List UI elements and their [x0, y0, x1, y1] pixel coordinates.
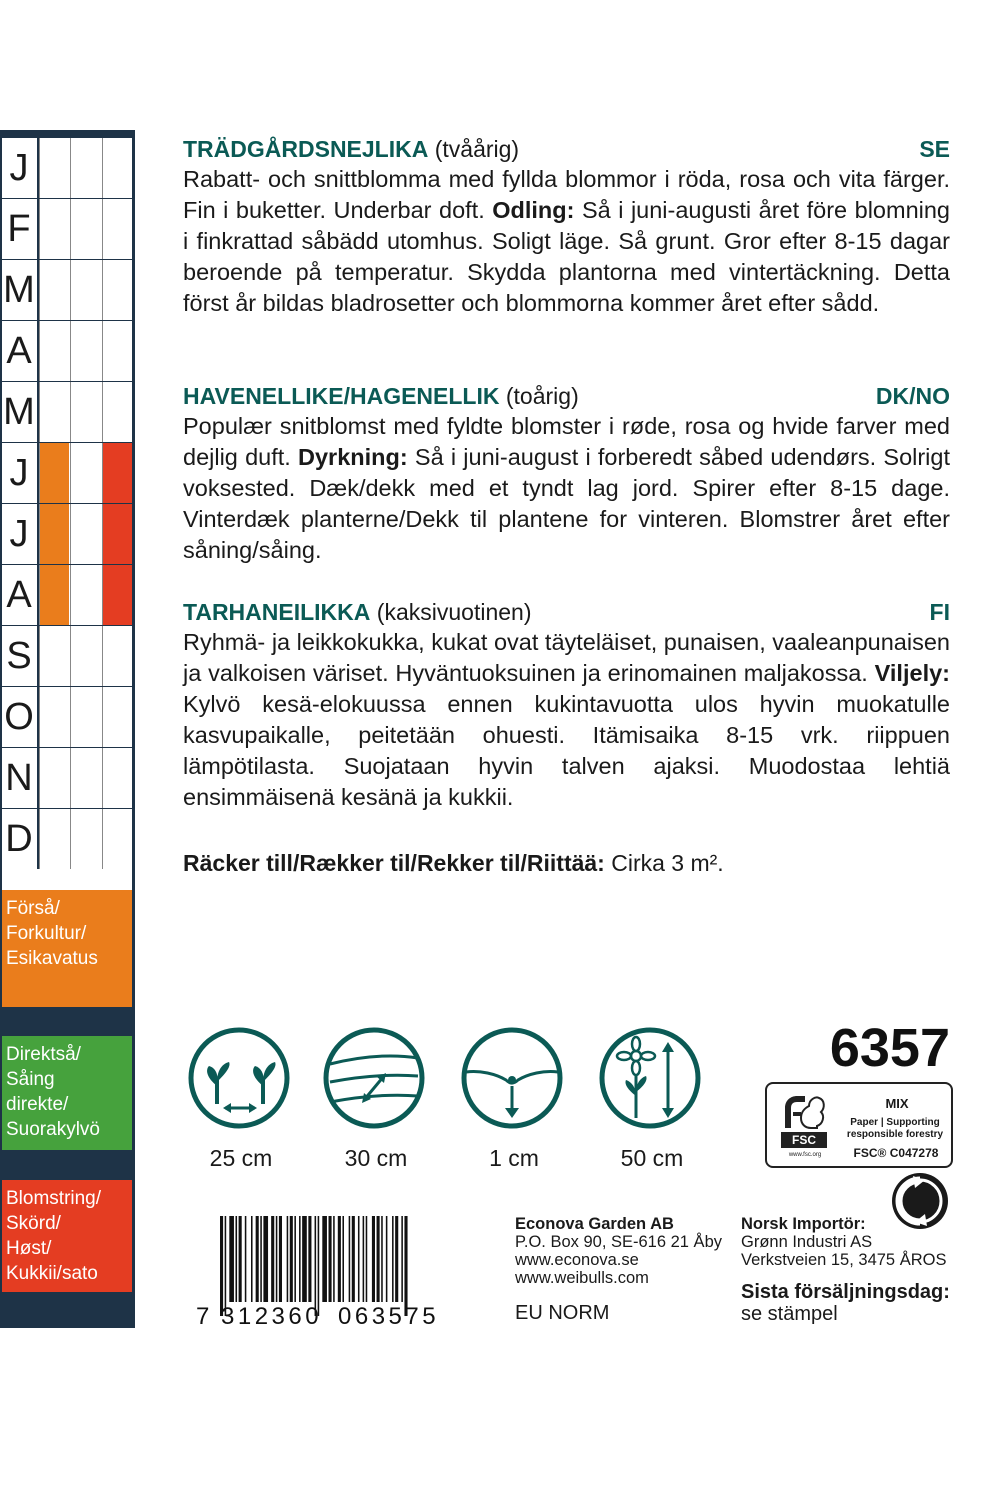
section-subtitle: (toårig) — [499, 383, 579, 409]
month-label: J — [9, 452, 29, 494]
calendar-row-jan — [2, 138, 132, 199]
barcode-bar — [229, 1216, 234, 1302]
company-name: Econova Garden AB — [515, 1215, 674, 1233]
eu-norm: EU NORM — [515, 1302, 610, 1324]
barcode-bar — [263, 1216, 268, 1302]
fsc-website: www.fsc.org — [788, 1152, 822, 1158]
barcode-bar — [395, 1216, 398, 1302]
barcode-bar — [260, 1216, 262, 1302]
barcode-bar — [363, 1216, 365, 1302]
language-code: DK/NO — [875, 383, 950, 409]
barcode-digit-prefix: 7 — [196, 1303, 210, 1328]
section-header — [183, 597, 950, 627]
barcode-bar — [318, 1216, 320, 1316]
barcode-bar — [299, 1216, 301, 1302]
sowing-depth-label: 1 cm — [489, 1145, 539, 1171]
barcode-bar — [342, 1216, 344, 1302]
month-label: A — [6, 574, 32, 616]
calendar-grid — [2, 138, 132, 998]
month-label: M — [3, 391, 35, 433]
fsc-code: FSC® C047278 — [853, 1146, 939, 1160]
fsc-logo-text: FSC — [781, 1132, 827, 1148]
plant-spacing-label: 25 cm — [209, 1145, 273, 1171]
calendar-row-dec — [2, 809, 132, 870]
econova-link[interactable]: www.econova.se — [515, 1251, 639, 1269]
barcode-bar — [290, 1216, 293, 1302]
section-text: Ryhmä- ja leikkokukka, kukat ovat täyteläiset, punaisen, vaaleanpunaisen ja valkoisen väriset. Hyväntuoksuinen ja erinomainen maljakossa. Viljely: Kylvö kesä-elokuussa ennen kukintavuotta ulos hyvin muokatulle kasvupaikalle, peitetään ohuesti. Itämisaika 8-15 vrk. riippuen lämpötilasta. Suojataan hyvin talven ajaksi. Muodostaa lehtiä ensimmäisenä kesänä ja kukkii. — [183, 629, 950, 810]
barcode-bar — [404, 1216, 407, 1316]
product-number: 6357 — [829, 1018, 950, 1078]
barcode-bar — [322, 1216, 327, 1302]
fsc-mix: MIX — [885, 1096, 909, 1111]
calendar-row-jul — [2, 504, 132, 565]
section-dk-no — [183, 381, 950, 566]
calendar-row-feb — [2, 199, 132, 260]
barcode-digits-left: 312360 — [221, 1303, 323, 1328]
bloom-cell — [102, 443, 132, 503]
section-header — [183, 134, 950, 164]
language-code: FI — [929, 599, 950, 625]
bloom-cell — [102, 504, 132, 564]
legend-bloom: Blomstring/ Skörd/ Høst/ Kukkii/sato — [2, 1180, 132, 1292]
barcode-bar — [256, 1216, 259, 1302]
calendar-row-may — [2, 382, 132, 443]
section-title: TRÄDGÅRDSNEJLIKA — [183, 136, 429, 162]
barcode-bar — [377, 1216, 380, 1302]
barcode-bar — [338, 1216, 341, 1302]
section-text: Populær snitblomst med fyldte blomster i røde, rosa og hvide farver med dejlig duft. Dyrkning: Så i juni-august i forberedt såbed udendørs. Solrigt voksested. Dæk/dekk med et tyndt lag jord. Spirer efter 8-15 dage. Vinterdæk planterne/Dekk til plantene for vinteren. Blomstrer året efter såning/såing. — [183, 413, 951, 563]
bloom-cell — [102, 565, 132, 625]
barcode-digits-right: 063575 — [338, 1303, 440, 1328]
barcode-bar — [225, 1216, 227, 1316]
calendar-row-nov — [2, 748, 132, 809]
barcode-bar — [352, 1216, 355, 1302]
barcode-bar — [236, 1216, 238, 1302]
barcode-bar — [308, 1216, 311, 1302]
section-se — [183, 134, 950, 319]
barcode-bar — [349, 1216, 351, 1302]
barcode-bar — [302, 1216, 307, 1302]
month-label: J — [9, 513, 29, 555]
company-address: Econova Garden AB P.O. Box 90, SE-616 21 Åby www.econova.se www.weibulls.com — [515, 1215, 722, 1287]
barcode-bar — [245, 1216, 247, 1302]
barcode-bar — [279, 1216, 282, 1302]
presow-cell — [39, 565, 69, 625]
legend-presow: Förså/ Forkultur/ Esikavatus — [2, 890, 132, 1007]
plant-spacing-icon — [187, 1026, 291, 1130]
section-title: HAVENELLIKE/HAGENELLIK — [183, 383, 500, 409]
month-label: J — [9, 147, 29, 189]
barcode-bar — [358, 1216, 360, 1302]
barcode-bar — [251, 1216, 253, 1302]
row-spacing-label: 30 cm — [344, 1145, 408, 1171]
importer-address: Norsk Importör: Grønn Industri AS Verkstveien 15, 3475 ÅROS — [741, 1215, 947, 1269]
calendar-row-aug — [2, 565, 132, 626]
section-subtitle: (kaksivuotinen) — [370, 599, 532, 625]
row-spacing-icon — [322, 1026, 426, 1130]
barcode-bar — [315, 1216, 317, 1316]
language-code: SE — [919, 136, 950, 162]
month-label: D — [5, 818, 33, 860]
barcode-bar — [271, 1216, 274, 1302]
calendar-row-oct — [2, 687, 132, 748]
section-title: TARHANEILIKKA — [183, 599, 371, 625]
calendar-row-jun — [2, 443, 132, 504]
section-text: Rabatt- och snittblomma med fyllda blommor i röda, rosa och vita färger. Fin i buketter. Underbar doft. Odling: Så i juni-augusti året före blomning i finkrattad såbädd utomhus. Soligt läge. Så grunt. Gror efter 8-15 dagar beroende på temperatur. Skydda plantorna med vintertäckning. Detta först år bildas bladrosetter och blommorna kommer året efter sådd. — [183, 166, 950, 316]
section-fi — [183, 597, 950, 813]
barcode-bar — [366, 1216, 368, 1302]
barcode-bar — [401, 1216, 403, 1302]
barcode-bar — [329, 1216, 332, 1302]
barcode — [190, 1212, 465, 1328]
fsc-tree-icon — [781, 1092, 827, 1132]
month-label: N — [5, 757, 33, 799]
coverage-info: Räcker till/Rækker til/Rekker til/Riittää: Cirka 3 m². — [183, 850, 724, 876]
barcode-bar — [386, 1216, 388, 1302]
barcode-bar — [287, 1216, 289, 1302]
calendar-row-sep — [2, 626, 132, 687]
plant-height-label: 50 cm — [620, 1145, 684, 1171]
barcode-bar — [220, 1216, 223, 1316]
barcode-bar — [294, 1216, 296, 1302]
importer-heading: Norsk Importör: — [741, 1215, 866, 1233]
barcode-bar — [381, 1216, 383, 1302]
month-label: O — [4, 696, 34, 738]
presow-cell — [39, 504, 69, 564]
section-header — [183, 381, 950, 411]
barcode-bar — [239, 1216, 242, 1302]
barcode-bar — [392, 1216, 394, 1302]
presow-cell — [39, 443, 69, 503]
last-sale-date: Sista försäljningsdag: se stämpel — [741, 1281, 950, 1325]
calendar-row-mar — [2, 260, 132, 321]
sowing-depth-icon — [460, 1026, 564, 1130]
barcode-bar — [333, 1216, 335, 1302]
sowing-calendar — [0, 130, 135, 1328]
fsc-description: Paper | Supporting responsible forestry — [846, 1117, 944, 1140]
legend-direct-sow: Direktså/ Såing direkte/ Suorakylvö — [2, 1036, 132, 1150]
month-label: F — [7, 208, 31, 250]
month-label: M — [3, 269, 35, 311]
fsc-label — [765, 1082, 953, 1168]
weibulls-link[interactable]: www.weibulls.com — [515, 1269, 649, 1287]
barcode-bar — [372, 1216, 375, 1302]
month-label: A — [6, 330, 32, 372]
month-label: S — [6, 635, 32, 677]
section-subtitle: (tvåårig) — [428, 136, 520, 162]
calendar-row-apr — [2, 321, 132, 382]
plant-height-icon — [598, 1026, 702, 1130]
barcode-bar — [276, 1216, 278, 1302]
